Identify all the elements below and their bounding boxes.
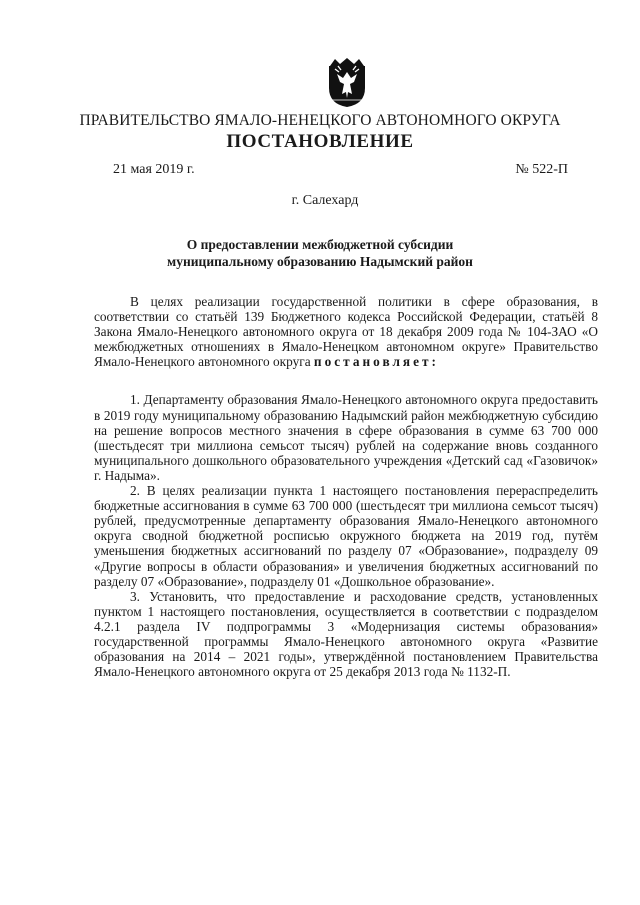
clause-3: 3. Установить, что предоставление и расходование средств, установленных пунктом 1 настоящего постановления, осуществляется в соответствии с подразделом 4.2.1 раздела IV подпрограммы 3 «Модернизация системы образования» государственной программы Ямало-Ненецкого автономного округа «Развитие образования на 2014 – 2021 годы», утверждённой постановлением Правительства Ямало-Ненецкого автономного округа от 25 декабря 2013 года № 1132-П. xyxy=(94,588,598,680)
clause-2: 2. В целях реализации пункта 1 настоящего постановления перераспределить бюджетные ассигнования в сумме 63 700 000 (шестьдесят три миллиона семьсот тысяч) рублей, предусмотренные департаменту образования Ямало-Ненецкого автономного округа сводной бюджетной росписью окружного бюджета на 2019 год, путём уменьшения бюджетных ассигнований по разделу 07 «Образование», подразделу 09 «Другие вопросы в области образования» и увеличения бюджетных ассигнований по разделу 07 «Образование», подразделу 01 «Дошкольное образование». xyxy=(94,483,598,589)
title-line-2: муниципальному образованию Надымский район xyxy=(167,254,473,269)
preamble-paragraph xyxy=(94,294,598,369)
document-number: № 522-П xyxy=(515,162,568,177)
clause-1: 1. Департаменту образования Ямало-Ненецкого автономного округа предоставить в 2019 году муниципальному образованию Надымский район межбюджетную субсидию на решение вопросов местного значения в сфере образования в сумме 63 700 000 (шестьдесят три миллиона семьсот тысяч) рублей на содержание вновь созданного муниципального дошкольного образовательного учреждения «Детский сад «Газовичок» г. Надыма». xyxy=(94,392,598,483)
resolves-word: постановляет: xyxy=(313,354,439,370)
document-type: ПОСТАНОВЛЕНИЕ xyxy=(226,131,414,152)
document-city: г. Салехард xyxy=(291,193,359,208)
document-title xyxy=(0,236,640,270)
coat-of-arms-icon xyxy=(327,58,367,108)
preamble-text: В целях реализации государственной политики в сфере образования, в соответствии со статьёй 139 Бюджетного кодекса Российской Федерации, статьёй 8 Закона Ямало-Ненецкого автономного округа от 18 декабря 2009 года № 104-ЗАО «О межбюджетных отношениях в Ямало-Ненецком автономном округе» Правительство Ямало-Ненецкого автономного округа xyxy=(94,294,598,370)
document-body xyxy=(94,294,598,679)
document-date: 21 мая 2019 г. xyxy=(113,162,195,177)
government-name: ПРАВИТЕЛЬСТВО ЯМАЛО-НЕНЕЦКОГО АВТОНОМНОГО ОКРУГА xyxy=(79,112,561,129)
title-line-1: О предоставлении межбюджетной субсидии xyxy=(186,237,454,252)
